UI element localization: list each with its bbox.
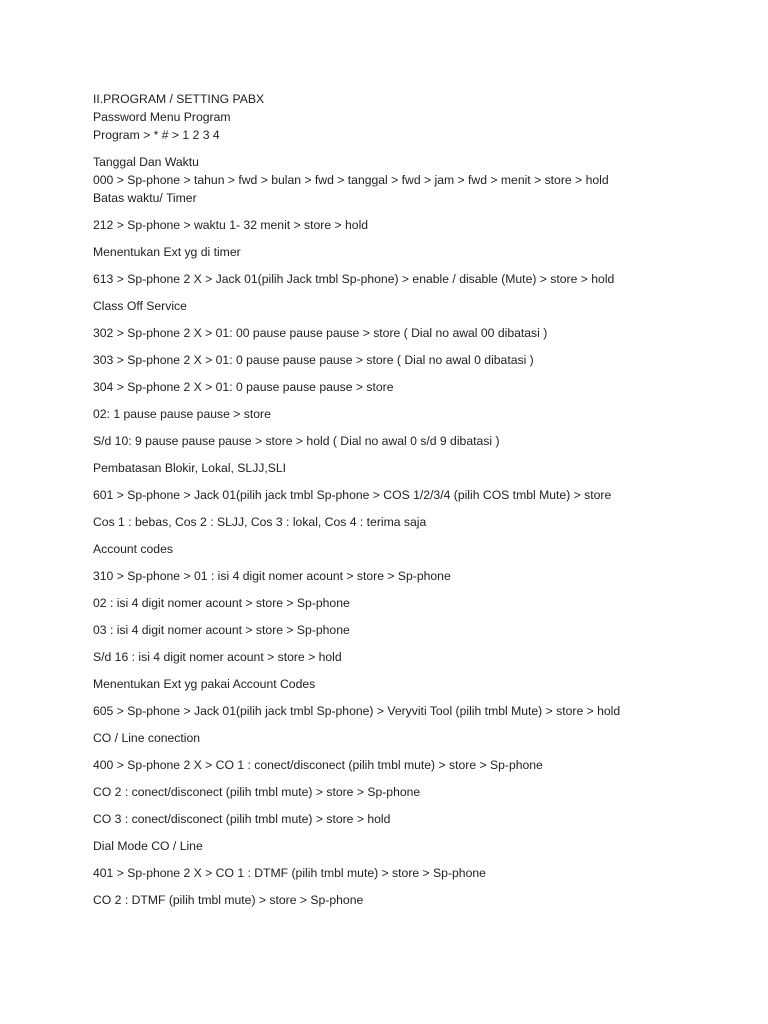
text-line: 02 : isi 4 digit nomer acount > store > Sp-phone [93, 596, 350, 610]
section-heading: CO / Line conection [93, 731, 201, 745]
text-line: 613 > Sp-phone 2 X > Jack 01(pilih Jack tmbl Sp-phone) > enable / disable (Mute) > store > hold [93, 272, 615, 286]
text-line: 401 > Sp-phone 2 X > CO 1 : DTMF (pilih tmbl mute) > store > Sp-phone [93, 866, 486, 880]
section-heading: Batas waktu/ Timer [93, 191, 197, 205]
section-heading: Class Off Service [93, 299, 187, 313]
section-heading: Tanggal Dan Waktu [93, 155, 199, 169]
text-line: 02: 1 pause pause pause > store [93, 407, 271, 421]
document-body [93, 90, 753, 909]
text-line: 212 > Sp-phone > waktu 1- 32 menit > store > hold [93, 218, 369, 232]
section-heading: Account codes [93, 542, 173, 556]
text-line: 400 > Sp-phone 2 X > CO 1 : conect/disconect (pilih tmbl mute) > store > Sp-phone [93, 758, 543, 772]
text-line: CO 2 : DTMF (pilih tmbl mute) > store > Sp-phone [93, 893, 364, 907]
section-heading: Dial Mode CO / Line [93, 839, 203, 853]
text-line: S/d 16 : isi 4 digit nomer acount > store > hold [93, 650, 342, 664]
text-line: 03 : isi 4 digit nomer acount > store > Sp-phone [93, 623, 350, 637]
text-line: Cos 1 : bebas, Cos 2 : SLJJ, Cos 3 : lokal, Cos 4 : terima saja [93, 515, 427, 529]
section-heading: Menentukan Ext yg pakai Account Codes [93, 677, 316, 691]
text-line: 303 > Sp-phone 2 X > 01: 0 pause pause pause > store ( Dial no awal 0 dibatasi ) [93, 353, 534, 367]
document-heading: II.PROGRAM / SETTING PABX [93, 92, 265, 106]
section-heading: Menentukan Ext yg di timer [93, 245, 241, 259]
text-line: CO 3 : conect/disconect (pilih tmbl mute) > store > hold [93, 812, 391, 826]
text-line: 302 > Sp-phone 2 X > 01: 00 pause pause pause > store ( Dial no awal 00 dibatasi ) [93, 326, 548, 340]
text-line: 601 > Sp-phone > Jack 01(pilih jack tmbl Sp-phone > COS 1/2/3/4 (pilih COS tmbl Mute) > store [93, 488, 612, 502]
text-line: CO 2 : conect/disconect (pilih tmbl mute) > store > Sp-phone [93, 785, 421, 799]
text-line: 605 > Sp-phone > Jack 01(pilih jack tmbl Sp-phone) > Veryviti Tool (pilih tmbl Mute) > store > hold [93, 704, 621, 718]
text-line: Program > * # > 1 2 3 4 [93, 128, 220, 142]
text-line: S/d 10: 9 pause pause pause > store > hold ( Dial no awal 0 s/d 9 dibatasi ) [93, 434, 500, 448]
text-line: 304 > Sp-phone 2 X > 01: 0 pause pause pause > store [93, 380, 394, 394]
text-line: 310 > Sp-phone > 01 : isi 4 digit nomer acount > store > Sp-phone [93, 569, 451, 583]
section-heading: Pembatasan Blokir, Lokal, SLJJ,SLI [93, 461, 287, 475]
text-line: 000 > Sp-phone > tahun > fwd > bulan > fwd > tanggal > fwd > jam > fwd > menit > store > hold [93, 173, 609, 187]
text-line: Password Menu Program [93, 110, 231, 124]
